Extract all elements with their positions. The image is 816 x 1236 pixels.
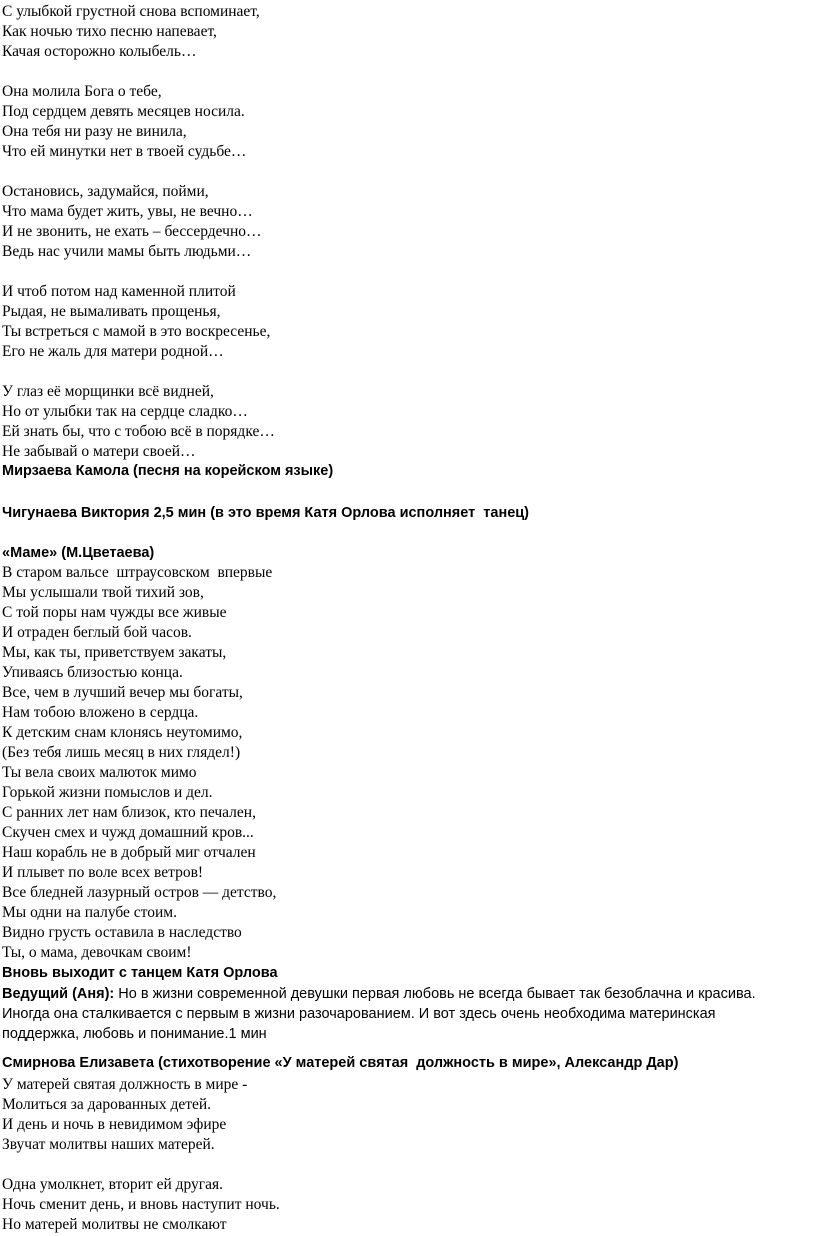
poem-line: Она молила Бога о тебе, [2,83,162,100]
poem-line: У матерей святая должность в мире - [2,1076,248,1093]
poem-title-mame: «Маме» (М.Цветаева) [2,545,155,561]
poem-line: У глаз её морщинки всё видней, [2,383,214,400]
poem-line: Нам тобою вложено в сердца. [2,704,199,721]
host-text: Но в жизни современной девушки первая любовь не всегда бывает так безоблачна и красива. Иногда она сталкивается с первым в жизни разочарованием. И вот здесь очень необходима материнская поддержка, любовь и понимание.1 мин [2,986,756,1042]
poem-line: Рыдая, не вымаливать прощенья, [2,303,221,320]
poem-line: Она тебя ни разу не винила, [2,123,187,140]
performer-heading-mirzaeva: Мирзаева Камола (песня на корейском языке) [2,463,334,479]
poem-line: И чтоб потом над каменной плитой [2,283,236,300]
poem-line: Что ей минутки нет в твоей судьбе… [2,143,247,160]
poem-line: Мы услышали твой тихий зов, [2,584,204,601]
poem-line: Под сердцем девять месяцев носила. [2,103,245,120]
poem-line: Ночь сменит день, и вновь наступит ночь. [2,1196,280,1213]
poem-line: С той поры нам чужды все живые [2,604,227,621]
poem-line: Горькой жизни помыслов и дел. [2,784,213,801]
poem-line: Ведь нас учили мамы быть людьми… [2,243,252,260]
poem-line: И не звонить, не ехать – бессердечно… [2,223,262,240]
poem-line: И плывет по воле всех ветров! [2,864,204,881]
poem-line: Ей знать бы, что с тобою всё в порядке… [2,423,275,440]
poem-line: Одна умолкнет, вторит ей другая. [2,1176,224,1193]
performer-heading-smirnova: Смирнова Елизавета (стихотворение «У матерей святая должность в мире», Александр Дар) [2,1055,679,1071]
poem-line: Молиться за дарованных детей. [2,1096,212,1113]
poem-line: Ты, о мама, девочкам своим! [2,944,192,961]
poem-line: Но от улыбки так на сердце сладко… [2,403,248,420]
poem-line: Упиваясь близостью конца. [2,664,183,681]
poem-line: Его не жаль для матери родной… [2,343,224,360]
poem-line: Ты вела своих малюток мимо [2,764,197,781]
poem-line: Как ночью тихо песню напевает, [2,23,217,40]
dance-again-heading: Вновь выходит с танцем Катя Орлова [2,965,278,981]
host-label: Ведущий (Аня): [2,986,115,1002]
poem-line: Ты встреться с мамой в это воскресенье, [2,323,271,340]
poem-line: В старом вальсе штраусовском впервые [2,564,273,581]
poem-line: Видно грусть оставила в наследство [2,924,242,941]
poem-line: Все, чем в лучший вечер мы богаты, [2,684,243,701]
poem-line: Но матерей молитвы не смолкают [2,1216,227,1233]
poem-line: Что мама будет жить, увы, не вечно… [2,203,253,220]
poem-line: С улыбкой грустной снова вспоминает, [2,3,260,20]
poem-line: Остановись, задумайся, пойми, [2,183,209,200]
poem-line: (Без тебя лишь месяц в них глядел!) [2,744,241,761]
poem-line: Скучен смех и чужд домашний кров... [2,824,254,841]
performer-heading-chigunaeva: Чигунаева Виктория 2,5 мин (в это время Катя Орлова исполняет танец) [2,505,530,521]
host-paragraph [2,984,772,1044]
poem-line: И день и ночь в невидимом эфире [2,1116,227,1133]
poem-line: Все бледней лазурный остров — детство, [2,884,277,901]
poem-line: Мы одни на палубе стоим. [2,904,177,921]
poem-line: Наш корабль не в добрый миг отчален [2,844,256,861]
poem-line: С ранних лет нам близок, кто печален, [2,804,256,821]
poem-line: Не забывай о матери своей… [2,443,196,460]
poem-line: Качая осторожно колыбель… [2,43,197,60]
poem-line: Мы, как ты, приветствуем закаты, [2,644,227,661]
poem-line: И отраден беглый бой часов. [2,624,192,641]
poem-line: К детским снам клонясь неутомимо, [2,724,243,741]
poem-line: Звучат молитвы наших матерей. [2,1136,215,1153]
